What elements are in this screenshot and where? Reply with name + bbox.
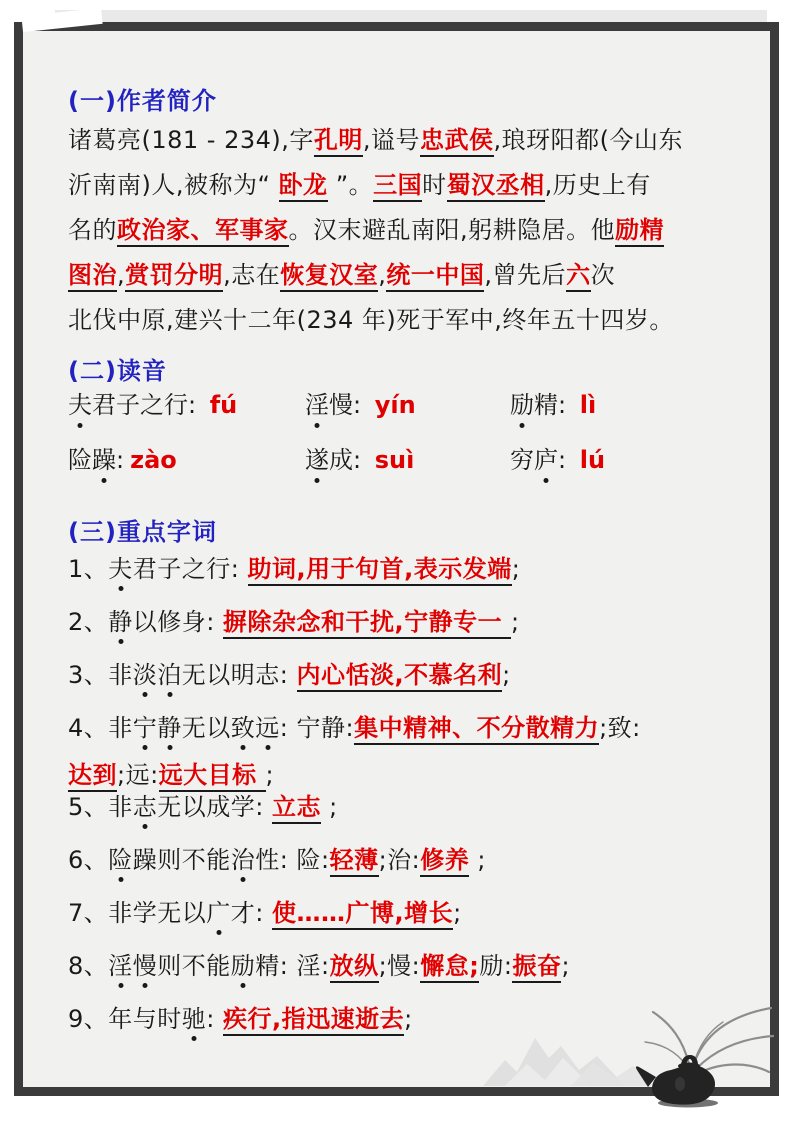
mountain-shape xyxy=(483,1038,651,1086)
page-content xyxy=(23,31,770,1087)
vocab-item-4-continued: 达到;远:远大目标 ; xyxy=(68,759,746,791)
author-line-2: 沂南南)人,被称为“ 卧龙 ”。三国时蜀汉丞相,历史上有 xyxy=(68,163,746,208)
pronunciation-entry: 夫君子之行: fú xyxy=(68,388,305,422)
vocab-item-8: 8、淫慢则不能励精: 淫:放纵;慢:懈怠;励:振奋; xyxy=(68,950,746,982)
author-line-5: 北伐中原,建兴十二年(234 年)死于军中,终年五十四岁。 xyxy=(68,306,674,334)
author-line-3: 名的政治家、军事家。汉末避乱南阳,躬耕隐居。他励精 xyxy=(68,208,746,253)
vocab-item-9: 9、年与时驰: 疾行,指迅速逝去; xyxy=(68,1003,746,1035)
vocab-item-2: 2、静以修身: 摒除杂念和干扰,宁静专一 ; xyxy=(68,606,746,638)
pronunciation-entry: 遂成: suì xyxy=(305,443,510,477)
pronunciation-row-1 xyxy=(68,388,746,422)
vocab-item-3: 3、非淡泊无以明志: 内心恬淡,不慕名利; xyxy=(68,659,746,691)
section-3-heading: (三)重点字词 xyxy=(68,518,217,546)
author-paragraph xyxy=(68,118,746,343)
section-1-heading: (一)作者简介 xyxy=(68,87,217,115)
teapot-icon xyxy=(636,1055,718,1108)
pronunciation-entry: 险躁: zào xyxy=(68,443,305,477)
vocab-item-5: 5、非志无以成学: 立志 ; xyxy=(68,791,746,823)
adjacent-page-edge xyxy=(55,10,767,22)
pronunciation-entry: 励精: lì xyxy=(510,388,746,422)
author-line-4: 图治,赏罚分明,志在恢复汉室,统一中国,曾先后六次 xyxy=(68,253,746,298)
pronunciation-entry: 穷庐: lú xyxy=(510,443,746,477)
ink-painting-decoration xyxy=(475,1000,775,1108)
orchid-leaves-icon xyxy=(645,1008,773,1072)
pronunciation-row-2 xyxy=(68,443,746,477)
section-2-heading: (二)读音 xyxy=(68,357,167,385)
vocab-item-1: 1、夫君子之行: 助词,用于句首,表示发端; xyxy=(68,553,746,585)
author-line-1: 诸葛亮(181 - 234),字孔明,谥号忠武侯,琅玡阳都(今山东 xyxy=(68,118,746,163)
vocab-item-4: 4、非宁静无以致远: 宁静:集中精神、不分散精力;致: xyxy=(68,712,746,744)
vocab-item-7: 7、非学无以广才: 使……广博,增长; xyxy=(68,897,746,929)
pronunciation-entry: 淫慢: yín xyxy=(305,388,510,422)
vocab-item-6: 6、险躁则不能治性: 险:轻薄;治:修养 ; xyxy=(68,844,746,876)
document-page xyxy=(14,22,779,1096)
